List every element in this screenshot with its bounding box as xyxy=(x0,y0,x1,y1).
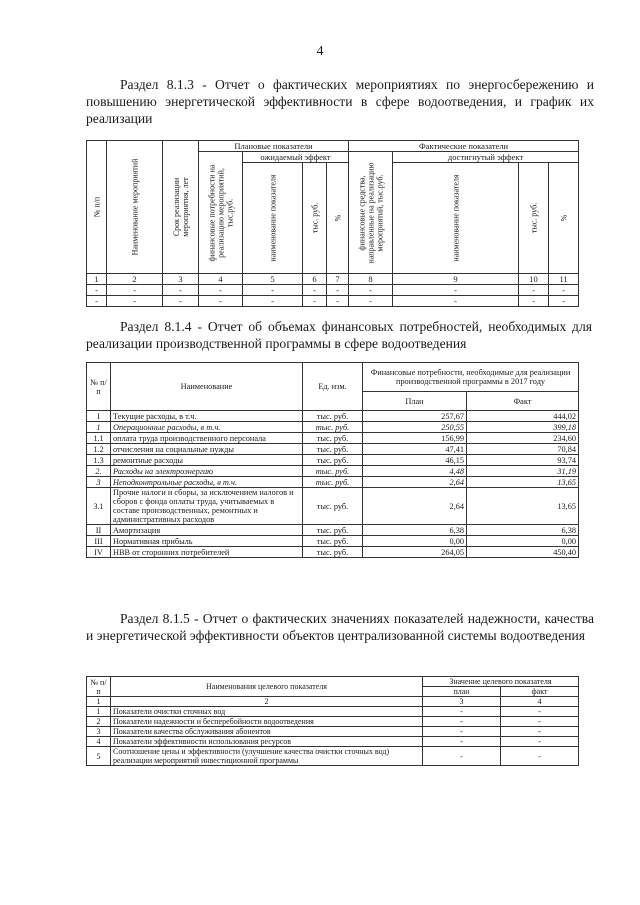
header-fact-indicator-name: наименование показателя xyxy=(393,163,519,274)
row-num: 1 xyxy=(87,707,111,717)
header-fact: факт xyxy=(501,687,579,697)
row-unit: тыс. руб. xyxy=(303,466,363,477)
row-num: 2. xyxy=(87,466,111,477)
header-num: № п/п xyxy=(87,677,111,697)
col-number: 4 xyxy=(199,274,243,285)
row-num: 2 xyxy=(87,717,111,727)
row-num: III xyxy=(87,536,111,547)
row-num: 1 xyxy=(87,422,111,433)
header-plan-thousand-rub: тыс. руб. xyxy=(303,163,327,274)
row-name: НВВ от сторонних потребителей xyxy=(111,547,303,558)
row-fact: 444,02 xyxy=(467,411,579,422)
row-name: Показатели качества обслуживания абонентов xyxy=(111,727,423,737)
row-plan: - xyxy=(423,707,501,717)
row-plan: 47,41 xyxy=(363,444,467,455)
empty-cell: - xyxy=(549,296,579,307)
header-indicator-name: Наименования целевого показателя xyxy=(111,677,423,697)
empty-cell: - xyxy=(519,285,549,296)
row-name: Показатели эффективности использования ресурсов xyxy=(111,737,423,747)
col-number: 6 xyxy=(303,274,327,285)
empty-cell: - xyxy=(303,285,327,296)
row-fact: 234,60 xyxy=(467,433,579,444)
empty-cell: - xyxy=(393,296,519,307)
col-number: 2 xyxy=(107,274,163,285)
table-row xyxy=(87,455,579,466)
row-name: Амортизация xyxy=(111,525,303,536)
empty-cell: - xyxy=(349,296,393,307)
row-fact: - xyxy=(501,747,579,766)
row-name: Показатели очистки сточных вод xyxy=(111,707,423,717)
col-number: 1 xyxy=(87,697,111,707)
row-num: I xyxy=(87,411,111,422)
row-fact: - xyxy=(501,717,579,727)
header-planned: Плановые показатели xyxy=(199,141,349,152)
row-num: 1.2 xyxy=(87,444,111,455)
empty-cell: - xyxy=(243,296,303,307)
section-8-1-4-title: Раздел 8.1.4 - Отчет об объемах финансовых потребностей, необходимых для реализации производственной программы в сфере водоотведения xyxy=(86,319,592,351)
header-plan-indicator-name: наименование показателя xyxy=(243,163,303,274)
empty-cell: - xyxy=(107,296,163,307)
empty-cell: - xyxy=(199,285,243,296)
row-unit: тыс. руб. xyxy=(303,433,363,444)
row-name: Текущие расходы, в т.ч. xyxy=(111,411,303,422)
row-fact: 93,74 xyxy=(467,455,579,466)
empty-cell: - xyxy=(87,296,107,307)
row-fact: 70,84 xyxy=(467,444,579,455)
table-row xyxy=(87,727,579,737)
row-name: Расходы на электроэнергию xyxy=(111,466,303,477)
row-plan: 2,64 xyxy=(363,488,467,525)
row-name: Неподконтрольные расходы, в т.ч. xyxy=(111,477,303,488)
row-fact: 450,40 xyxy=(467,547,579,558)
col-number: 3 xyxy=(423,697,501,707)
row-fact: - xyxy=(501,737,579,747)
row-plan: 257,67 xyxy=(363,411,467,422)
header-plan-percent: % xyxy=(327,163,349,274)
row-name: отчисления на социальные нужды xyxy=(111,444,303,455)
row-fact: 31,19 xyxy=(467,466,579,477)
header-fact-percent: % xyxy=(549,163,579,274)
header-target-value: Значение целевого показателя xyxy=(423,677,579,687)
empty-cell: - xyxy=(243,285,303,296)
row-plan: - xyxy=(423,717,501,727)
empty-cell: - xyxy=(349,285,393,296)
row-num: 3 xyxy=(87,727,111,737)
table-row xyxy=(87,525,579,536)
header-fin-needs: финансовые потребности на реализацию мероприятий, тыс.руб. xyxy=(199,152,243,274)
table-row xyxy=(87,707,579,717)
table-row xyxy=(87,433,579,444)
empty-cell: - xyxy=(327,296,349,307)
row-unit: тыс. руб. xyxy=(303,547,363,558)
row-name: ремонтные расходы xyxy=(111,455,303,466)
header-measure-name: Наименование мероприятий xyxy=(107,141,163,274)
row-unit: тыс. руб. xyxy=(303,422,363,433)
row-name: оплата труда производственного персонала xyxy=(111,433,303,444)
row-plan: - xyxy=(423,747,501,766)
financial-needs-table xyxy=(86,362,579,558)
table-row xyxy=(87,536,579,547)
header-term: Срок реализации мероприятия, лет xyxy=(163,141,199,274)
row-fact: 6,38 xyxy=(467,525,579,536)
col-number: 2 xyxy=(111,697,423,707)
row-fact: 13,65 xyxy=(467,488,579,525)
col-number: 8 xyxy=(349,274,393,285)
row-plan: 0,00 xyxy=(363,536,467,547)
header-plan: План xyxy=(363,392,467,411)
empty-cell: - xyxy=(549,285,579,296)
table-row xyxy=(87,466,579,477)
table-row xyxy=(87,547,579,558)
row-num: 3.1 xyxy=(87,488,111,525)
header-num: № п/п xyxy=(87,141,107,274)
row-num: 3 xyxy=(87,477,111,488)
col-number: 10 xyxy=(519,274,549,285)
header-fin-funds: финансовые средства, направленные на реализацию мероприятий, тыс.руб. xyxy=(349,152,393,274)
row-unit: тыс. руб. xyxy=(303,411,363,422)
empty-cell: - xyxy=(519,296,549,307)
empty-cell: - xyxy=(163,285,199,296)
row-unit: тыс. руб. xyxy=(303,525,363,536)
section-8-1-5-title: Раздел 8.1.5 - Отчет о фактических значениях показателей надежности, качества и энергетической эффективности объектов централизованной системы водоотведения xyxy=(86,611,594,643)
row-fact: 399,18 xyxy=(467,422,579,433)
empty-cell: - xyxy=(393,285,519,296)
row-num: 5 xyxy=(87,747,111,766)
header-expected-effect: ожидаемый эффект xyxy=(243,152,349,163)
table-row xyxy=(87,717,579,727)
col-number: 11 xyxy=(549,274,579,285)
row-fact: - xyxy=(501,707,579,717)
empty-cell: - xyxy=(163,296,199,307)
row-num: II xyxy=(87,525,111,536)
empty-cell: - xyxy=(87,285,107,296)
row-plan: 250,55 xyxy=(363,422,467,433)
col-number: 5 xyxy=(243,274,303,285)
row-fact: 0,00 xyxy=(467,536,579,547)
row-plan: 4,48 xyxy=(363,466,467,477)
header-plan: план xyxy=(423,687,501,697)
row-num: 1.3 xyxy=(87,455,111,466)
empty-cell: - xyxy=(327,285,349,296)
table-row xyxy=(87,411,579,422)
energy-saving-measures-table xyxy=(86,140,579,307)
header-actual: Фактические показатели xyxy=(349,141,579,152)
row-name: Показатели надежности и бесперебойности водоотведения xyxy=(111,717,423,727)
row-num: IV xyxy=(87,547,111,558)
col-number: 1 xyxy=(87,274,107,285)
col-number: 7 xyxy=(327,274,349,285)
header-name: Наименование xyxy=(111,363,303,411)
row-num: 1.1 xyxy=(87,433,111,444)
header-num: № п/п xyxy=(87,363,111,411)
header-unit: Ед. изм. xyxy=(303,363,363,411)
page-number: 4 xyxy=(316,44,324,59)
col-number: 4 xyxy=(501,697,579,707)
row-name: Нормативная прибыль xyxy=(111,536,303,547)
empty-cell: - xyxy=(303,296,327,307)
row-plan: 46,15 xyxy=(363,455,467,466)
empty-cell: - xyxy=(107,285,163,296)
table-row xyxy=(87,477,579,488)
row-name: Соотношение цены и эффективности (улучшение качества очистки сточных вод) реализации мероприятий инвестиционной программы xyxy=(111,747,423,766)
row-unit: тыс. руб. xyxy=(303,444,363,455)
row-plan: 156,99 xyxy=(363,433,467,444)
row-name: Прочие налоги и сборы, за исключением налогов и сборов с фонда оплаты труда, учитываемых в составе производственных, ремонтных и административных расходов xyxy=(111,488,303,525)
row-plan: - xyxy=(423,737,501,747)
header-fin-needs-2017: Финансовые потребности, необходимые для реализации производственной программы в 2017 году xyxy=(363,363,579,392)
row-unit: тыс. руб. xyxy=(303,488,363,525)
table-row xyxy=(87,737,579,747)
row-plan: 2,64 xyxy=(363,477,467,488)
target-indicators-table xyxy=(86,676,579,766)
table-row xyxy=(87,488,579,525)
row-num: 4 xyxy=(87,737,111,747)
section-8-1-3-title: Раздел 8.1.3 - Отчет о фактических мероприятиях по энергосбережению и повышению энергетической эффективности в сфере водоотведения, и график их реализации xyxy=(86,77,594,126)
row-unit: тыс. руб. xyxy=(303,536,363,547)
row-unit: тыс. руб. xyxy=(303,455,363,466)
table-row xyxy=(87,444,579,455)
row-unit: тыс. руб. xyxy=(303,477,363,488)
row-fact: - xyxy=(501,727,579,737)
row-fact: 13,65 xyxy=(467,477,579,488)
col-number: 9 xyxy=(393,274,519,285)
header-fact: Факт xyxy=(467,392,579,411)
empty-cell: - xyxy=(199,296,243,307)
table-row xyxy=(87,747,579,766)
col-number: 3 xyxy=(163,274,199,285)
row-plan: 264,05 xyxy=(363,547,467,558)
row-plan: - xyxy=(423,727,501,737)
table-row xyxy=(87,422,579,433)
header-fact-thousand-rub: тыс. руб. xyxy=(519,163,549,274)
row-plan: 6,38 xyxy=(363,525,467,536)
row-name: Операционные расходы, в т.ч. xyxy=(111,422,303,433)
header-achieved-effect: достигнутый эффект xyxy=(393,152,579,163)
